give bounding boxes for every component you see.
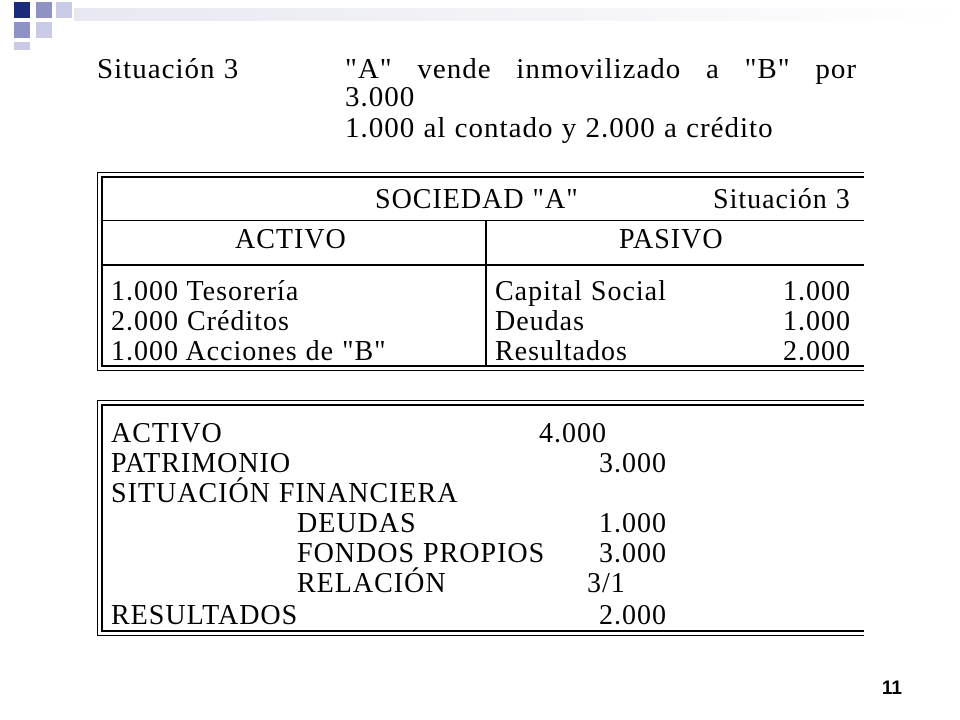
pasivo-value: 1.000 (783, 306, 851, 337)
company-title: SOCIEDAD "A" (375, 184, 579, 215)
situation-line-3: 1.000 al contado y 2.000 a crédito (345, 112, 774, 144)
pasivo-label: Resultados (495, 336, 628, 367)
pasivo-value: 1.000 (783, 276, 851, 307)
decor-square (36, 2, 52, 18)
summary-resultados-value: 2.000 (599, 600, 667, 631)
summary-inner-border (101, 404, 864, 632)
line1-word: a (706, 53, 720, 85)
situation-title: Situación 3 (713, 184, 851, 215)
page-number: 11 (881, 678, 902, 699)
summary-resultados-label: RESULTADOS (111, 600, 299, 631)
balance-sheet-inner-border (101, 176, 864, 367)
financial-summary-table (97, 400, 864, 636)
summary-deudas-value: 1.000 (599, 508, 667, 539)
summary-deudas-label: DEUDAS (297, 508, 417, 539)
pasivo-header: PASIVO (619, 224, 724, 255)
summary-relacion-value: 3/1 (587, 568, 626, 599)
pasivo-value: 2.000 (783, 336, 851, 367)
line1-word: vende (417, 53, 492, 85)
pasivo-label: Deudas (495, 306, 585, 337)
decor-square (14, 42, 30, 50)
slide-corner-decoration (0, 0, 960, 50)
line1-word: "B" (744, 53, 791, 85)
activo-row: 2.000 Créditos (111, 306, 290, 337)
decor-square (14, 2, 30, 18)
decor-square (36, 22, 52, 38)
decor-gradient-bar (74, 8, 960, 21)
line1-word: inmovilizado (516, 53, 682, 85)
summary-relacion-label: RELACIÓN (297, 568, 447, 599)
situation-line-2: 3.000 (345, 81, 416, 113)
summary-situacion-label: SITUACIÓN FINANCIERA (111, 478, 459, 509)
situation-line-1 (345, 53, 857, 86)
situation-label: Situación 3 (97, 53, 240, 85)
activo-row: 1.000 Tesorería (111, 276, 300, 307)
balance-sheet-table (97, 172, 864, 371)
summary-activo-label: ACTIVO (111, 418, 223, 449)
summary-fondos-value: 3.000 (599, 538, 667, 569)
summary-fondos-label: FONDOS PROPIOS (297, 538, 546, 569)
balance-header-row (103, 220, 864, 266)
summary-patrimonio-value: 3.000 (599, 448, 667, 479)
column-divider (485, 220, 487, 365)
line1-word: por (815, 53, 857, 85)
summary-activo-value: 4.000 (539, 418, 607, 449)
activo-row: 1.000 Acciones de "B" (111, 336, 387, 367)
activo-header: ACTIVO (235, 224, 347, 255)
decor-square (14, 22, 30, 38)
decor-square (56, 2, 72, 18)
balance-title-row (103, 178, 864, 221)
line1-word: "A" (345, 53, 393, 85)
pasivo-label: Capital Social (495, 276, 667, 307)
summary-patrimonio-label: PATRIMONIO (111, 448, 292, 479)
